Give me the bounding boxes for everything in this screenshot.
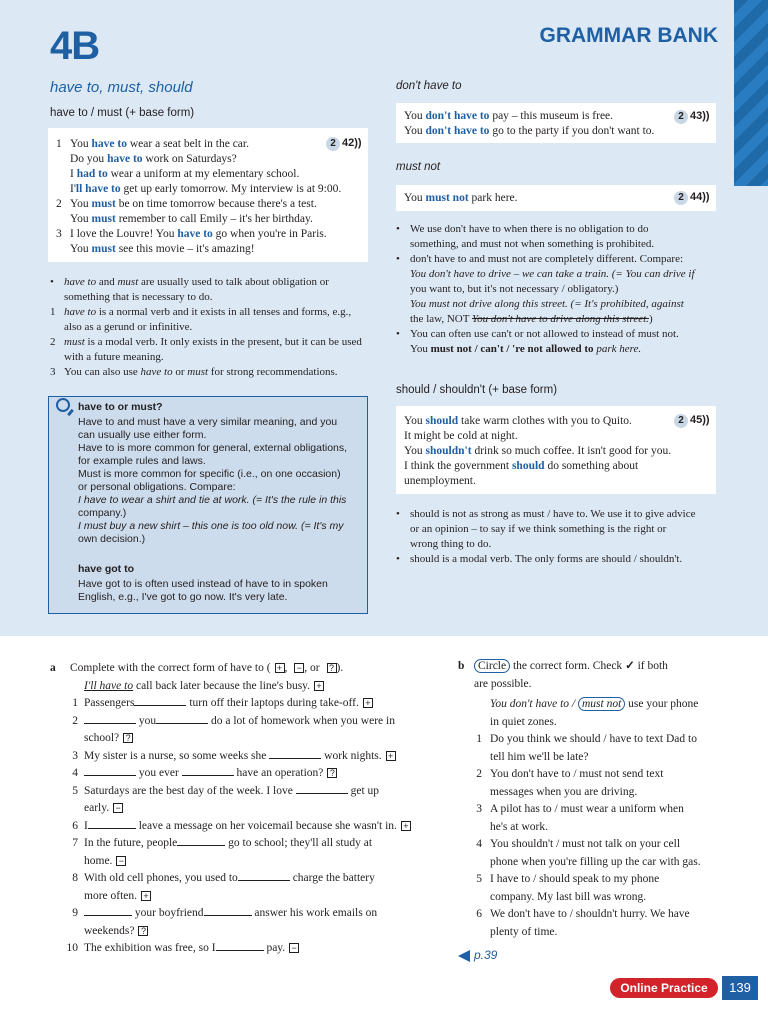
exercise-item: 8 With old cell phones, you used to charge the battery [72, 872, 375, 884]
exercise-instruction: b Circle the correct form. Check ✓ if both [458, 660, 668, 672]
exercise-item-cont: tell him we'll be late? [490, 750, 589, 763]
dont-have-to-examples [404, 109, 654, 139]
audio-reference[interactable]: 2 43)) [674, 110, 710, 124]
info-line: Have to is more common for general, external obligations, [78, 442, 348, 454]
example-line: I'll have to get up early tomorrow. My interview is at 9:00. [70, 183, 342, 195]
info-line: Have got to is often used instead of have to in spoken [78, 578, 328, 590]
rule-item: the law, NOT You don't have to drive along this street.) [410, 313, 653, 325]
exercise-item: 5 I have to / should speak to my phone [476, 873, 660, 885]
exercise-item: 1 Passengers turn off their laptops during take-off. + [50, 695, 430, 713]
rule-item: 3 You can also use have to or must for strong recommendations. [50, 366, 338, 378]
info-line: I must buy a new shirt – this one is too old now. (= It's my [78, 520, 344, 532]
sound-icon: )) [702, 110, 710, 122]
info-line: Have to and must have a very similar meaning, and you [78, 416, 338, 428]
example-line: I had to wear a uniform at my elementary school. [70, 168, 300, 180]
exercise-b [458, 658, 728, 941]
example-line: You shouldn't drink so much coffee. It isn't good for you. [404, 445, 672, 457]
answer-blank[interactable] [177, 836, 225, 846]
rule-item: you want to, but it's not necessary / obligatory.) [410, 283, 619, 295]
exercise-item: 7 In the future, people go to school; they'll all study at [72, 837, 373, 849]
answer-blank[interactable] [182, 766, 234, 776]
rule-item: • should is a modal verb. The only forms are should / shouldn't. [396, 553, 683, 565]
rule-item: 1 have to is a normal verb and it exists in all tenses and forms, e.g., also as a gerund or infinitive. [50, 306, 352, 333]
exercise-item: 3 My sister is a nurse, so some weeks she work nights. + [50, 748, 430, 766]
sound-icon: )) [702, 191, 710, 203]
rule-item: something, and must not when something is prohibited. [410, 238, 655, 250]
page-number: 139 [722, 976, 758, 1000]
should-rules [396, 507, 726, 567]
info-line: company.) [78, 507, 127, 519]
exercise-item: 6 We don't have to / shouldn't hurry. We have [476, 908, 690, 920]
exercise-item: 4 You shouldn't / must not talk on your cell [476, 838, 681, 850]
rule-item: 2 must is a modal verb. It only exists in the present, but it can be used with a future meaning. [50, 336, 362, 363]
exercise-item: 4 you ever have an operation? ? [50, 765, 430, 783]
info-title: have to or must? [78, 401, 163, 413]
info-title-2: have got to [78, 563, 135, 575]
rule-item: You don't have to drive – we can take a train. (= You can drive if [410, 268, 695, 280]
info-line: can usually use either form. [78, 429, 207, 441]
exercise-item-cont: phone when you're filling up the car with gas. [490, 855, 701, 868]
exercise-item-cont: more often. + [50, 888, 430, 906]
topic-heading: have to, must, should [50, 79, 193, 96]
exercise-a [50, 660, 430, 958]
exercise-item: 1 Do you think we should / have to text Dad to [476, 733, 697, 745]
arrow-left-icon [458, 950, 470, 962]
must-not-heading: must not [396, 161, 441, 173]
info-line: English, e.g., I've got to go now. It's very late. [78, 591, 288, 603]
exercise-example-cont: in quiet zones. [490, 715, 557, 728]
exercise-item: 9 your boyfriend answer his work emails on [72, 907, 378, 919]
rule-item: • don't have to and must not are completely different. Compare: [396, 253, 684, 265]
rule-item: or an opinion – to say if we think something is the right or [410, 523, 667, 535]
answer-blank[interactable] [156, 714, 208, 724]
check-icon: ✓ [625, 660, 635, 672]
info-line: Must is more common for specific (i.e., on one occasion) [78, 468, 341, 480]
exercise-item: 2 You don't have to / must not send text [476, 768, 664, 780]
rule-item: • You can often use can't or not allowed to instead of must not. [396, 328, 679, 340]
rule-item: You must not / can't / 're not allowed to park here. [410, 343, 642, 355]
rule-item: • should is not as strong as must / have to. We use it to give advice [396, 508, 696, 520]
example-line: 3 I love the Louvre! You have to go when you're in Paris. [56, 228, 327, 240]
side-tab-stripe [734, 0, 768, 186]
rule-item: You must not drive along this street. (= It's prohibited, against [410, 298, 684, 310]
example-line: You must see this movie – it's amazing! [70, 243, 255, 255]
exercise-item-cont: school? ? [50, 730, 430, 748]
answer-blank[interactable] [84, 906, 132, 916]
info-body [78, 416, 347, 546]
magnifier-icon [56, 398, 70, 412]
exercise-item: 10 The exhibition was free, so I pay. − [50, 940, 430, 958]
exercise-item: 3 A pilot has to / must wear a uniform when [476, 803, 684, 815]
example-line: You must remember to call Emily – it's her birthday. [70, 213, 313, 225]
example-line: unemployment. [404, 475, 476, 487]
online-practice-badge[interactable]: Online Practice [610, 978, 718, 998]
rule-item: • We use don't have to when there is no obligation to do [396, 223, 649, 235]
answer-blank[interactable] [238, 871, 290, 881]
rules-list [50, 275, 370, 380]
answer-blank[interactable] [84, 766, 136, 776]
audio-unit-badge: 2 [326, 137, 340, 151]
info-body-2 [78, 578, 328, 604]
audio-reference[interactable]: 2 45)) [674, 414, 710, 428]
audio-reference[interactable]: 2 42)) [326, 137, 362, 151]
info-line: or personal obligations. Compare: [78, 481, 236, 493]
exercise-item: 6 I leave a message on her voicemail because she wasn't in. + [50, 818, 430, 836]
answer-blank[interactable] [204, 906, 252, 916]
exercise-example: You don't have to / must not use your phone [490, 698, 699, 710]
exercise-item-cont: plenty of time. [490, 925, 558, 938]
example-line: 1 You have to wear a seat belt in the car. [56, 138, 249, 150]
exercise-item: 2 you do a lot of homework when you were in [72, 714, 395, 727]
exercise-instruction: a Complete with the correct form of have to ( + , − , or ? ). [50, 662, 344, 674]
exercise-item-cont: weekends? ? [50, 923, 430, 941]
exercise-example: I'll have to call back later because the line's busy. + [50, 678, 430, 696]
answer-blank[interactable] [134, 696, 186, 706]
answer-blank[interactable] [216, 941, 264, 951]
sound-icon: )) [702, 414, 710, 426]
example-line: You don't have to pay – this museum is free. [404, 110, 614, 122]
page-reference-link[interactable]: p.39 [458, 948, 497, 962]
must-not-rules [396, 222, 726, 357]
answer-blank[interactable] [296, 784, 348, 794]
example-line: It might be cold at night. [404, 430, 518, 442]
example-line: 2 You must be on time tomorrow because there's a test. [56, 198, 317, 210]
dont-have-to-heading: don't have to [396, 80, 462, 92]
example-line: Do you have to work on Saturdays? [70, 153, 237, 165]
exercise-item-cont: he's at work. [490, 820, 548, 833]
section-title: GRAMMAR BANK [539, 24, 718, 47]
unit-number: 4B [50, 24, 100, 68]
info-line: for example rules and laws. [78, 455, 206, 467]
answer-blank[interactable] [269, 749, 321, 759]
exercise-item-cont: company. My last bill was wrong. [490, 890, 647, 903]
info-line: I have to wear a shirt and tie at work. (= It's the rule in this [78, 494, 347, 506]
exercise-instruction-cont: are possible. [474, 677, 532, 690]
info-line: own decision.) [78, 533, 146, 545]
rule-item: • have to and must are usually used to talk about obligation or something that is necessary to do. [50, 276, 329, 303]
answer-blank[interactable] [84, 714, 136, 724]
audio-reference[interactable]: 2 44)) [674, 191, 710, 205]
example-line: I think the government should do something about [404, 460, 639, 472]
exercise-item-cont: home. − [50, 853, 430, 871]
answer-blank[interactable] [88, 819, 136, 829]
exercise-item-cont: early. − [50, 800, 430, 818]
example-line: You should take warm clothes with you to Quito. [404, 415, 632, 427]
must-not-example: You must not park here. [404, 192, 518, 204]
should-heading: should / shouldn't (+ base form) [396, 384, 558, 396]
example-line: You don't have to go to the party if you don't want to. [404, 125, 655, 137]
rule-item: wrong thing to do. [410, 538, 492, 550]
should-examples [404, 414, 671, 489]
examples-list [56, 137, 341, 257]
exercise-item: 5 Saturdays are the best day of the week. I love get up [72, 784, 380, 797]
exercise-item-cont: messages when you are driving. [490, 785, 638, 798]
sound-icon: )) [354, 137, 362, 149]
topic-subheading: have to / must (+ base form) [50, 107, 195, 119]
